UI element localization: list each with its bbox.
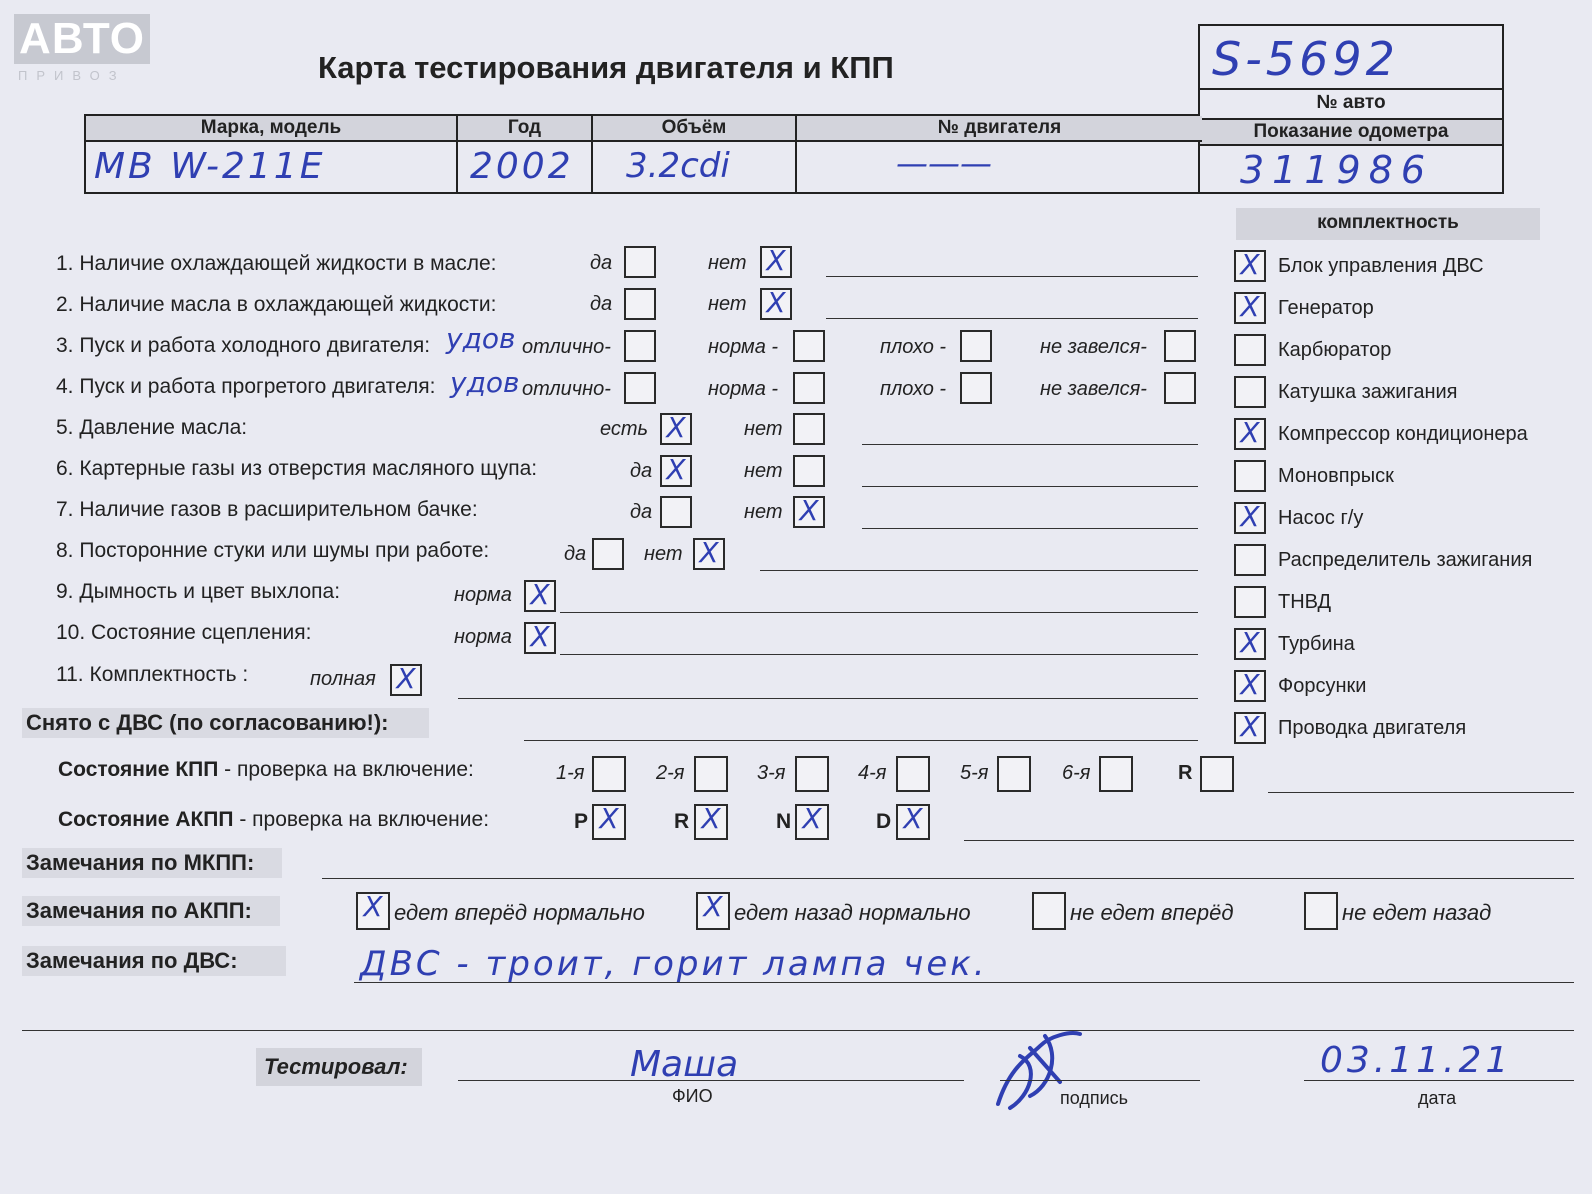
engine-number-label: № двигателя [937, 117, 1062, 138]
answer-line [560, 612, 1198, 613]
answer-line [524, 740, 1198, 741]
kit-checkbox[interactable]: X [1234, 292, 1266, 324]
checkbox-checked[interactable]: X [390, 664, 422, 696]
answer-line [322, 878, 1574, 879]
answer-line [862, 486, 1198, 487]
checkbox-checked[interactable]: X [524, 580, 556, 612]
opt-label: плохо - [880, 378, 947, 400]
kit-item-label: ТНВД [1278, 591, 1332, 613]
answer-line [862, 528, 1198, 529]
checkbox[interactable] [592, 538, 624, 570]
gear-checkbox[interactable] [1200, 756, 1234, 792]
checkbox[interactable] [1164, 330, 1196, 362]
mode-checkbox[interactable]: X [896, 804, 930, 840]
logo-subtext: ПРИВОЗ [18, 68, 126, 83]
answer-line [560, 654, 1198, 655]
akpp-remark-label: едет вперёд нормально [394, 900, 645, 925]
akpp-remark-label: не едет назад [1342, 900, 1492, 925]
handwritten-warm-rating: удов [450, 366, 520, 399]
answer-line [964, 840, 1574, 841]
kit-item-label: Насос г/у [1278, 507, 1364, 529]
checkbox[interactable] [793, 330, 825, 362]
kit-checkbox[interactable] [1234, 544, 1266, 576]
answer-line [458, 698, 1198, 699]
gear-label: R [1178, 762, 1193, 784]
gear-checkbox[interactable] [795, 756, 829, 792]
kit-checkbox[interactable]: X [1234, 250, 1266, 282]
opt-label: да [590, 252, 613, 274]
mode-label: P [574, 810, 589, 833]
akpp-label: Состояние АКПП - проверка на включение: [58, 808, 490, 831]
kit-item-label: Катушка зажигания [1278, 381, 1458, 403]
checkbox[interactable] [793, 372, 825, 404]
kit-checkbox[interactable] [1234, 586, 1266, 618]
gear-label: 1-я [556, 762, 585, 784]
akpp-remark-label: не едет вперёд [1070, 900, 1234, 925]
opt-label: отлично- [522, 378, 611, 400]
mode-label: R [674, 810, 690, 833]
opt-label: нет [744, 418, 783, 440]
question-11: 11. Комплектность : [56, 663, 249, 686]
question-8: 8. Посторонние стуки или шумы при работе: [56, 539, 490, 562]
kit-checkbox[interactable] [1234, 460, 1266, 492]
checkbox[interactable] [624, 246, 656, 278]
opt-label: есть [600, 418, 649, 440]
gear-label: 4-я [858, 762, 887, 784]
checkbox-checked[interactable]: X [793, 496, 825, 528]
checkbox-checked[interactable]: X [524, 622, 556, 654]
kit-title: комплектность [1317, 212, 1459, 233]
gear-checkbox[interactable] [1099, 756, 1133, 792]
checkbox-checked[interactable]: X [693, 538, 725, 570]
opt-label: отлично- [522, 336, 611, 358]
answer-line [354, 982, 1574, 983]
opt-label: норма - [708, 378, 779, 400]
mode-checkbox[interactable]: X [592, 804, 626, 840]
opt-label: нет [644, 543, 683, 565]
gear-checkbox[interactable] [997, 756, 1031, 792]
opt-label: не завелся- [1040, 378, 1147, 400]
answer-line [22, 1030, 1574, 1031]
date-label: дата [1418, 1088, 1457, 1108]
odometer-label: Показание одометра [1253, 121, 1449, 142]
kit-checkbox[interactable]: X [1234, 712, 1266, 744]
kit-item-label: Блок управления ДВС [1278, 255, 1484, 277]
odometer-value: 311986 [1240, 148, 1434, 192]
answer-line [760, 570, 1198, 571]
kit-checkbox[interactable]: X [1234, 628, 1266, 660]
opt-label: норма [454, 584, 512, 606]
logo [14, 14, 154, 84]
remarks-dvs-text: ДВС - троит, горит лампа чек. [360, 944, 988, 984]
removed-label: Снято с ДВС (по согласованию!): [22, 708, 429, 738]
date-line [1304, 1080, 1574, 1081]
tested-by-label: Тестировал: [264, 1054, 408, 1079]
question-5: 5. Давление масла: [56, 416, 248, 439]
akpp-remark-checkbox[interactable]: X [356, 892, 390, 930]
car-number-value: S-5692 [1212, 32, 1399, 86]
gear-checkbox[interactable] [694, 756, 728, 792]
opt-label: нет [744, 501, 783, 523]
gear-label: 6-я [1062, 762, 1091, 784]
kit-item-label: Проводка двигателя [1278, 717, 1467, 739]
opt-label: норма [454, 626, 512, 648]
answer-line [826, 276, 1198, 277]
gear-checkbox[interactable] [896, 756, 930, 792]
checkbox[interactable] [660, 496, 692, 528]
checkbox-checked[interactable]: X [760, 246, 792, 278]
kit-checkbox[interactable] [1234, 376, 1266, 408]
gear-label: 5-я [960, 762, 989, 784]
checkbox[interactable] [624, 372, 656, 404]
question-1: 1. Наличие охлаждающей жидкости в масле: [56, 252, 497, 275]
opt-label: нет [708, 252, 747, 274]
opt-label: да [630, 460, 653, 482]
kit-checkbox[interactable] [1234, 334, 1266, 366]
mode-label: D [876, 810, 892, 833]
kit-item-label: Компрессор кондиционера [1278, 423, 1528, 445]
opt-label: нет [744, 460, 783, 482]
question-7: 7. Наличие газов в расширительном бачке: [56, 498, 478, 521]
opt-label: не завелся- [1040, 336, 1147, 358]
checkbox[interactable] [960, 330, 992, 362]
kpp-label: Состояние КПП - проверка на включение: [58, 758, 474, 781]
checkbox-checked[interactable]: X [660, 413, 692, 445]
gear-checkbox[interactable] [592, 756, 626, 792]
fio-line [458, 1080, 964, 1081]
kit-checkbox[interactable]: X [1234, 502, 1266, 534]
akpp-remark-checkbox[interactable] [1304, 892, 1338, 930]
logo-text: АВТО [14, 14, 150, 64]
mode-checkbox[interactable]: X [795, 804, 829, 840]
checkbox[interactable] [624, 330, 656, 362]
opt-label: нет [708, 293, 747, 315]
kit-item-label: Моновпрыск [1278, 465, 1394, 487]
answer-line [826, 318, 1198, 319]
kit-checkbox[interactable]: X [1234, 418, 1266, 450]
kit-item-label: Турбина [1278, 633, 1355, 655]
engine-number-value: ——— [896, 144, 992, 182]
make-label: Марка, модель [200, 117, 342, 138]
gear-label: 3-я [757, 762, 786, 784]
akpp-remark-label: едет назад нормально [734, 900, 971, 925]
answer-line [862, 444, 1198, 445]
checkbox[interactable] [624, 288, 656, 320]
opt-label: норма - [708, 336, 779, 358]
fio-label: ФИО [672, 1086, 713, 1106]
kit-checkbox[interactable]: X [1234, 670, 1266, 702]
opt-label: да [564, 543, 587, 565]
tester-name: Маша [630, 1044, 739, 1085]
mode-checkbox[interactable]: X [694, 804, 728, 840]
mode-label: N [776, 810, 792, 833]
checkbox-checked[interactable]: X [660, 455, 692, 487]
sign-line [1000, 1080, 1200, 1081]
checkbox-checked[interactable]: X [760, 288, 792, 320]
akpp-remark-checkbox[interactable] [1032, 892, 1066, 930]
opt-label: да [590, 293, 613, 315]
make-value: MB W-211E [94, 146, 326, 187]
checkbox[interactable] [793, 413, 825, 445]
test-date: 03.11.21 [1320, 1040, 1513, 1081]
question-9: 9. Дымность и цвет выхлопа: [56, 580, 341, 603]
question-6: 6. Картерные газы из отверстия масляного щупа: [56, 457, 538, 480]
checkbox[interactable] [1164, 372, 1196, 404]
opt-label: плохо - [880, 336, 947, 358]
gear-label: 2-я [656, 762, 685, 784]
page-title: Карта тестирования двигателя и КПП [318, 50, 894, 85]
question-10: 10. Состояние сцепления: [56, 621, 312, 644]
akpp-remark-checkbox[interactable]: X [696, 892, 730, 930]
kit-item-label: Распределитель зажигания [1278, 549, 1533, 571]
checkbox[interactable] [793, 455, 825, 487]
car-number-box [1198, 24, 1504, 194]
remarks-mkpp-label: Замечания по МКПП: [22, 848, 282, 878]
answer-line [1268, 792, 1574, 793]
question-2: 2. Наличие масла в охлаждающей жидкости: [56, 293, 497, 316]
volume-value: 3.2cdi [626, 146, 730, 186]
opt-label: полная [310, 668, 376, 690]
question-4: 4. Пуск и работа прогретого двигателя: [56, 375, 436, 398]
vehicle-table [84, 114, 1200, 194]
handwritten-cold-rating: удов [446, 322, 516, 355]
remarks-akpp-label: Замечания по АКПП: [22, 896, 280, 926]
checkbox[interactable] [960, 372, 992, 404]
sign-label: подпись [1060, 1088, 1129, 1108]
question-3: 3. Пуск и работа холодного двигателя: [56, 334, 431, 357]
kit-item-label: Генератор [1278, 297, 1374, 319]
opt-label: да [630, 501, 653, 523]
year-label: Год [507, 117, 542, 138]
remarks-dvs-label: Замечания по ДВС: [22, 946, 286, 976]
kit-item-label: Карбюратор [1278, 339, 1392, 361]
car-number-label: № авто [1316, 92, 1386, 113]
year-value: 2002 [470, 146, 574, 187]
volume-label: Объём [661, 117, 727, 138]
kit-item-label: Форсунки [1278, 675, 1367, 697]
